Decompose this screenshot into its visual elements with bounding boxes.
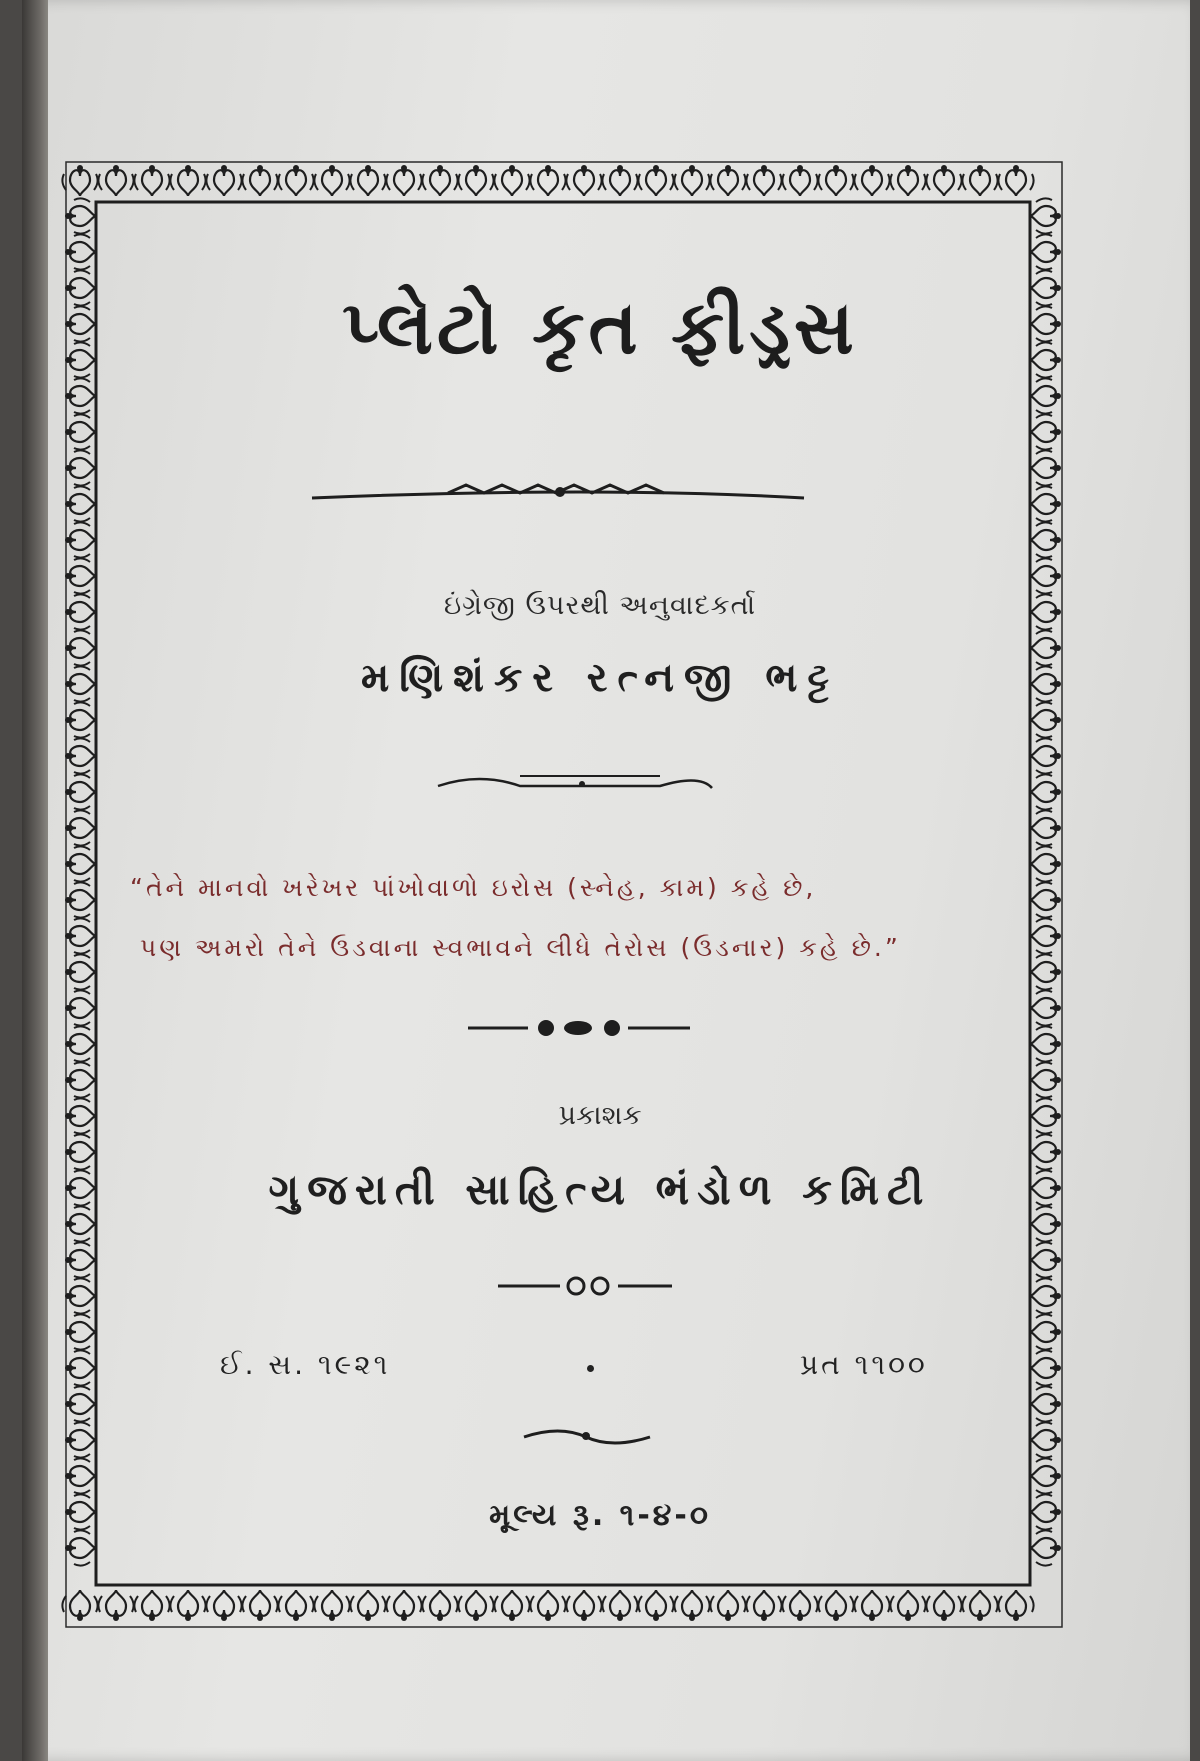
border-ornament	[65, 1386, 96, 1421]
border-ornament	[62, 1590, 97, 1621]
border-ornament	[65, 1062, 96, 1097]
border-ornament	[170, 165, 205, 196]
border-ornament	[65, 378, 96, 413]
border-ornament	[65, 414, 96, 449]
border-ornament	[566, 165, 601, 196]
epigraph-line-2: પણ અમરો તેને ઉડવાના સ્વભાવને લીધે તેરોસ (ઉડનાર) કહે છે.”	[140, 933, 901, 962]
border-ornament	[134, 1590, 169, 1621]
border-ornament	[1030, 1242, 1061, 1277]
book-title: પ્લેટો કૃત ફીડ્રસ	[342, 285, 858, 371]
title-divider	[312, 485, 804, 498]
border-ornament	[1030, 198, 1061, 233]
author-divider	[438, 776, 712, 788]
border-ornament	[1030, 990, 1061, 1025]
border-ornament	[242, 1590, 277, 1621]
border-ornament	[65, 486, 96, 521]
border-ornament	[746, 165, 781, 196]
border-ornament	[1030, 1062, 1061, 1097]
border-ornament	[1030, 1350, 1061, 1385]
border-ornament	[65, 846, 96, 881]
border-ornament	[1030, 810, 1061, 845]
border-ornament	[782, 165, 817, 196]
border-ornament	[386, 1590, 421, 1621]
border-ornament	[98, 1590, 133, 1621]
border-ornament	[1030, 738, 1061, 773]
border-ornament	[1030, 1026, 1061, 1061]
print-run: પ્રત ૧૧૦૦	[800, 1348, 928, 1381]
border-ornament	[278, 165, 313, 196]
border-ornament	[854, 165, 889, 196]
border-ornament	[494, 165, 529, 196]
border-ornament	[65, 1314, 96, 1349]
border-ornament	[926, 165, 961, 196]
border-ornament	[65, 522, 96, 557]
border-ornament	[890, 165, 925, 196]
border-ornament	[1030, 882, 1061, 917]
quote-divider	[468, 1020, 690, 1036]
border-ornament	[1030, 1530, 1061, 1565]
border-ornament	[65, 450, 96, 485]
border-ornament	[566, 1590, 601, 1621]
border-ornament	[206, 165, 241, 196]
border-ornament	[1030, 414, 1061, 449]
border-ornament	[1030, 1422, 1061, 1457]
price: મૂલ્ય રૂ. ૧-૪-૦	[489, 1498, 711, 1533]
border-ornament	[602, 165, 637, 196]
border-ornament	[782, 1590, 817, 1621]
price-divider	[524, 1431, 650, 1443]
border-ornament	[926, 1590, 961, 1621]
border-ornament	[278, 1590, 313, 1621]
border-ornament	[1030, 1278, 1061, 1313]
border-ornament	[746, 1590, 781, 1621]
border-ornament	[65, 234, 96, 269]
border-ornament	[65, 738, 96, 773]
border-ornament	[422, 1590, 457, 1621]
border-ornament	[530, 1590, 565, 1621]
border-ornament	[314, 1590, 349, 1621]
border-ornament	[350, 1590, 385, 1621]
border-ornament	[998, 165, 1033, 196]
border-ornament	[65, 954, 96, 989]
border-ornament	[206, 1590, 241, 1621]
border-ornament	[674, 165, 709, 196]
publication-year: ઈ. સ. ૧૯૨૧	[220, 1348, 391, 1381]
border-ornament	[890, 1590, 925, 1621]
border-ornament	[62, 165, 97, 196]
border-ornament	[65, 774, 96, 809]
border-ornament	[962, 165, 997, 196]
border-ornament	[422, 165, 457, 196]
border-ornament	[1030, 846, 1061, 881]
translator-name: મણિશંકર રત્નજી ભટ્ટ	[360, 655, 840, 701]
border-ornament	[458, 1590, 493, 1621]
border-ornament	[1030, 378, 1061, 413]
publisher-name: ગુજરાતી સાહિત્ય ભંડોળ કમિટી	[268, 1165, 932, 1214]
border-ornament	[1030, 774, 1061, 809]
border-ornament	[65, 882, 96, 917]
border-ornament	[65, 1242, 96, 1277]
border-ornament	[350, 165, 385, 196]
border-ornament	[1030, 522, 1061, 557]
border-ornament	[134, 165, 169, 196]
border-ornament	[998, 1590, 1033, 1621]
border-ornament	[65, 1458, 96, 1493]
border-ornament	[602, 1590, 637, 1621]
border-ornament	[1030, 702, 1061, 737]
border-ornament	[638, 165, 673, 196]
border-ornament	[65, 1422, 96, 1457]
publisher-divider	[498, 1278, 672, 1294]
border-ornament	[65, 558, 96, 593]
border-ornament	[1030, 234, 1061, 269]
border-ornament	[170, 1590, 205, 1621]
border-ornament	[242, 165, 277, 196]
border-ornament	[530, 165, 565, 196]
publisher-label: પ્રકાશક	[558, 1100, 642, 1131]
border-ornament	[818, 165, 853, 196]
border-ornament	[386, 165, 421, 196]
translator-label: ઇંગ્રેજી ઉપરથી અનુવાદકર્તા	[443, 590, 757, 621]
border-ornament	[674, 1590, 709, 1621]
border-ornament	[962, 1590, 997, 1621]
epigraph-line-1: “તેને માનવો ખરેખર પાંખોવાળો ઇરોસ (સ્નેહ, કામ) કહે છે,	[130, 873, 817, 902]
border-ornament	[1030, 486, 1061, 521]
border-ornament	[65, 198, 96, 233]
border-ornament	[65, 1350, 96, 1385]
border-ornament	[65, 1530, 96, 1565]
border-ornament	[65, 990, 96, 1025]
border-ornament	[1030, 1458, 1061, 1493]
border-ornament	[65, 810, 96, 845]
border-ornament	[854, 1590, 889, 1621]
border-ornament	[65, 1026, 96, 1061]
border-ornament	[458, 165, 493, 196]
border-ornament	[65, 918, 96, 953]
border-ornament	[710, 165, 745, 196]
border-ornament	[710, 1590, 745, 1621]
border-ornament	[98, 165, 133, 196]
border-ornament	[1030, 1386, 1061, 1421]
separator-dot	[587, 1365, 594, 1372]
border-ornament	[494, 1590, 529, 1621]
border-ornament	[1030, 450, 1061, 485]
border-ornament	[65, 702, 96, 737]
border-ornament	[65, 1278, 96, 1313]
border-ornament	[314, 165, 349, 196]
border-ornament	[638, 1590, 673, 1621]
border-ornament	[1030, 1314, 1061, 1349]
border-ornament	[1030, 558, 1061, 593]
border-ornament	[818, 1590, 853, 1621]
